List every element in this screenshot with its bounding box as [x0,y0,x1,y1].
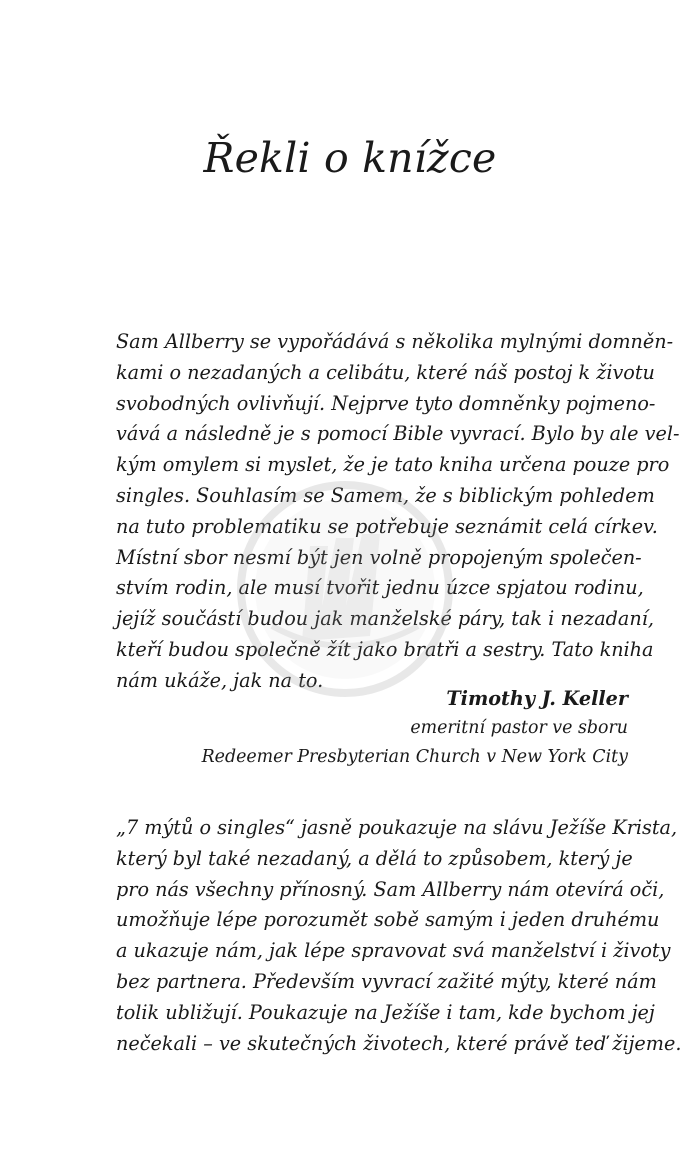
author-name: Timothy J. Keller [446,687,628,710]
quote-line: singles. Souhlasím se Samem, že s biblickým pohledem [116,483,655,507]
quote-line: nám ukáže, jak na to. [116,668,324,692]
author-affiliation: Redeemer Presbyterian Church v New York City [201,747,628,767]
quote-line: bez partnera. Především vyvrací zažité mýty, které nám [116,969,657,993]
quote-line: Sam Allberry se vypořádává s několika mylnými domněn- [116,330,674,353]
quote-line: který byl také nezadaný, a dělá to způsobem, který je [116,846,633,870]
quote-line: umožňuje lépe porozumět sobě samým i jeden druhému [116,908,660,932]
quote-line: jejíž součástí budou jak manželské páry, tak i nezadaní, [116,607,654,631]
quote-line: a ukazuje nám, jak lépe spravovat svá manželství i životy [116,939,671,963]
quote-line: pro nás všechny přínosný. Sam Allberry nám otevírá oči, [116,877,665,901]
endorsement-quote-2 [116,813,682,1059]
quote-line: tolik ubližují. Poukazuje na Ježíše i tam, kde bychom jej [116,1000,655,1024]
quote-line: Místní sbor nesmí být jen volně propojeným společen- [116,545,642,569]
quote-line: na tuto problematiku se potřebuje seznámit celá církev. [116,514,658,538]
quote-line: vává a následně je s pomocí Bible vyvrací. Bylo by ale vel- [116,422,680,446]
page-title: Řekli o knížce [203,134,497,182]
endorsement-quote-1 [116,327,680,697]
quote-line: kteří budou společně žít jako bratři a sestry. Tato kniha [116,637,654,661]
quote-line: stvím rodin, ale musí tvořit jednu úzce spjatou rodinu, [116,576,644,600]
quote-line: „7 mýtů o singles“ jasně poukazuje na slávu Ježíše Krista, [116,816,678,839]
quote-line: kami o nezadaných a celibátu, které náš postoj k životu [116,360,655,384]
author-role: emeritní pastor ve sboru [410,718,628,738]
quote-line: nečekali – ve skutečných životech, které právě teď žijeme. [116,1031,682,1055]
quote-line: kým omylem si myslet, že je tato kniha určena pouze pro [116,453,670,477]
endorsement-attribution [116,684,628,772]
quote-line: svobodných ovlivňují. Nejprve tyto domněnky pojmeno- [116,391,656,415]
